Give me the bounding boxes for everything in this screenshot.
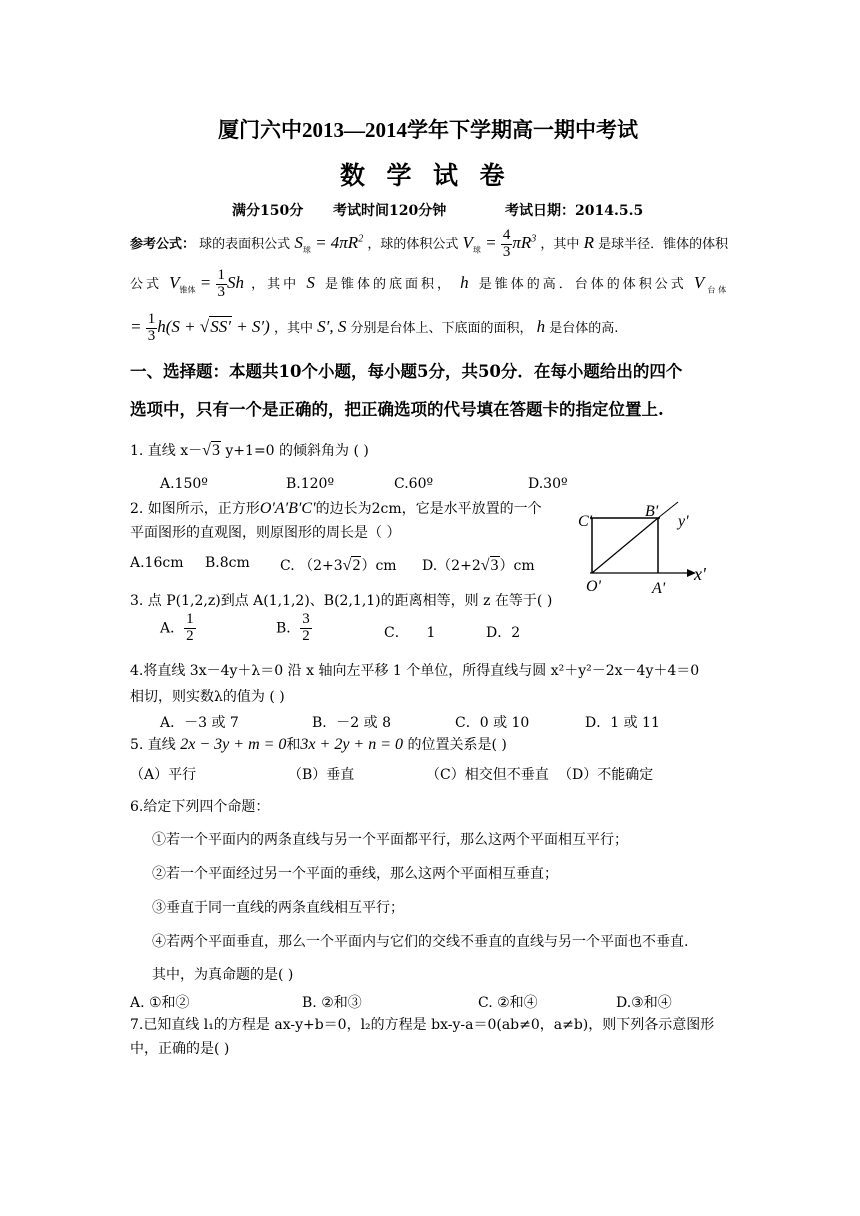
question-1-stem [130,440,369,460]
q4-option-a: A．－3 或 7 [160,715,239,731]
formula-cone-volume: $V_{锥体}$ = $\frac{1}{3}$ Sh [169,267,245,300]
q3-text: A． [160,620,185,637]
formula-var-v: $V_{台体}$ [693,273,730,295]
q1-option-b: B.120º [286,476,335,492]
formula-text: ，其中 [251,277,300,293]
exam-date: 考试日期：2014.5.5 [505,203,644,219]
formula-text: 球的表面积公式 [199,237,291,253]
formula-var-h: h [536,317,546,337]
q2-option-a: A.16cm [130,555,184,571]
formula-line-2 [130,268,729,301]
q2-text: ）cm [361,558,397,574]
equation-2: 3x + 2y + n = 0 [300,736,404,753]
formula-sphere-area: $S_球 = 4\pi R^2$ [294,233,364,255]
q2-figure [560,498,720,598]
label-c: C' [578,513,593,530]
formula-var-h: h [460,273,472,293]
square-diagonal [592,518,658,573]
q2-option-d [422,555,535,575]
section-heading-line-2: 选项中，只有一个是正确的，把正确选项的代号填在答题卡的指定位置上. [130,400,664,419]
question-6-stem: 6.给定下列四个命题： [130,799,270,815]
q5-text: 的位置关系是( ) [407,737,507,753]
formula-label: 参考公式： [130,237,196,253]
formula-text: 是台体的高. [549,321,619,337]
q4-option-c: C．0 或 10 [455,715,530,731]
formula-line-1 [130,228,728,261]
formula-text: ，其中 [540,237,580,253]
q2-text: 2. 如图所示，正方形 [130,501,260,517]
formula-text: 是锥体的底面积， [324,277,453,293]
formula-line-3 [130,312,618,345]
y-axis-line [658,502,678,518]
q3-text: B． [276,620,301,637]
formula-var-s: S [306,273,318,293]
question-4-line-2: 相切，则实数λ的值为 ( ) [130,689,285,705]
q2-option-c [280,555,397,575]
q1-option-a: A.150º [160,476,208,492]
q2-text: 的边长为2cm，它是水平放置的一个 [315,501,542,517]
q6-option-b: B. ②和③ [302,995,362,1011]
label-o: O' [586,578,601,595]
question-2-line-2: 平面图形的直观图，则原图形的周长是（ ） [130,525,401,541]
q3-option-a [160,612,196,645]
q5-option-a: （A）平行 [130,767,197,783]
q6-proposition-4: ④若两个平面垂直，那么一个平面内与它们的交线不垂直的直线与另一个平面也不垂直. [152,934,689,950]
fraction-three-halves: $\frac{3}{2}$ [302,611,310,644]
q1-option-d: D.30º [528,476,568,492]
formula-var-s-pair: S′, S [317,317,347,337]
q1-option-c: C.60º [394,476,434,492]
label-y: y' [678,513,689,530]
q2-text: D.（2+2 [422,558,481,574]
q3-option-d: D．2 [486,625,521,641]
q4-option-b: B．－2 或 8 [312,715,392,731]
exam-duration: 考试时间120分钟 [333,203,447,219]
formula-text: 是锥体的高．台体的体积公式 [478,277,687,293]
q1-text: y+1=0 的倾斜角为 ( ) [225,443,369,459]
question-7-line-2: 中，正确的是( ) [130,1041,230,1057]
q6-option-c: C. ②和④ [478,995,538,1011]
q6-proposition-2: ②若一个平面经过另一个平面的垂线，那么这两个平面相互垂直； [152,866,558,882]
sqrt-two: √2 [342,557,361,574]
formula-frustum-volume: = $\frac{1}{3}$ h(S + √SS′ + S′) [130,311,270,344]
formula-text: ，其中 [273,321,313,337]
label-b: B' [645,503,659,520]
question-2-line-1 [130,498,542,518]
question-3-stem: 3. 点 P(1,2,z)到点 A(1,1,2)、B(2,1,1)的距离相等，则 z 在等于( ) [130,593,553,609]
label-x: x' [694,564,706,584]
formula-text: 公式 [130,277,163,293]
formula-text: 是球半径．锥体的体积 [598,237,729,253]
q5-option-d: （D）不能确定 [558,767,654,783]
fraction-one-half: $\frac{1}{2}$ [186,611,194,644]
question-7-line-1: 7.已知直线 l₁的方程是 ax-y+b＝0，l₂的方程是 bx-y-a＝0(ab≠0，a≠b)，则下列各示意图形 [130,1017,715,1033]
formula-text: ，球的体积公式 [367,237,459,253]
q6-option-d: D.③和④ [616,995,672,1011]
q5-option-b: （B）垂直 [288,767,355,783]
q6-proposition-3: ③垂直于同一直线的两条直线相互平行； [152,900,404,916]
q2-option-b: B.8cm [205,555,250,571]
section-heading-line-1: 一、选择题：本题共10个小题，每小题5分，共50分．在每小题给出的四个 [130,362,683,381]
question-5-stem [130,734,507,754]
square-name: O′A′B′C′ [259,500,316,517]
q4-option-d: D．1 或 11 [585,715,660,731]
formula-text: 分别是台体上、下底面的面积， [350,321,533,337]
formula-sphere-volume: $V_球$ = $\frac{4}{3}$ $\pi R^3$ [462,227,537,260]
q6-ask: 其中，为真命题的是( ) [152,967,294,983]
q6-option-a: A. ①和② [130,995,190,1011]
q2-text: C. （2+3 [280,558,343,574]
q2-text: ）cm [499,558,535,574]
paper-subtitle: 数 学 试 卷 [340,163,508,190]
q5-text: 5. 直线 [130,737,176,753]
q6-proposition-1: ①若一个平面内的两条直线与另一个平面都平行，那么这两个平面相互平行； [152,832,628,848]
q1-text: 1. 直线 x－ [130,443,203,459]
q3-option-c: C． 1 [384,625,436,641]
sqrt-three: √3 [202,442,220,459]
full-score: 满分150分 [232,203,304,219]
q3-option-b [276,612,312,645]
formula-var-r: R [583,233,594,253]
equation-1: 2x − 3y + m = 0 [180,736,287,753]
question-4-line-1: 4.将直线 3x－4y＋λ＝0 沿 x 轴向左平移 1 个单位，所得直线与圆 x²＋y²－2x－4y＋4＝0 [130,663,700,679]
sqrt-three: √3 [480,557,499,574]
q5-text: 和 [286,737,301,753]
q5-option-c: （C）相交但不垂直 [426,767,549,783]
exam-title: 厦门六中2013—2014学年下学期高一期中考试 [218,118,638,142]
label-a: A' [652,580,666,597]
